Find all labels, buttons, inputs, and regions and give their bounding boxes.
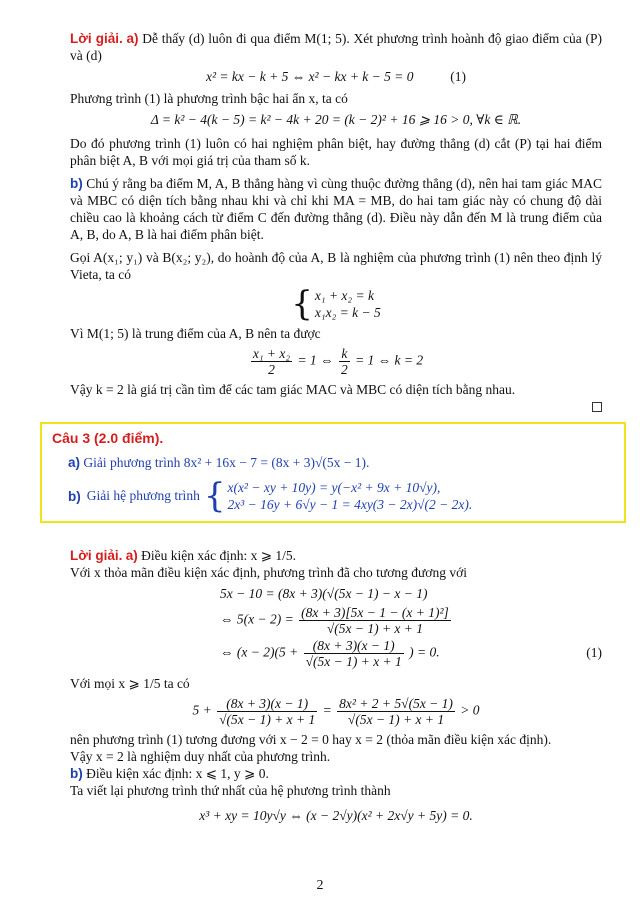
part-a-label: a) [125, 548, 138, 563]
system-line: 2x³ − 16y + 6√y − 1 = 4xy(3 − 2x)√(2 − 2x). [227, 497, 473, 512]
numerator: k [339, 346, 350, 362]
equation-number: (1) [450, 69, 467, 84]
denominator: √(5x − 1) + x + 1 [219, 712, 316, 727]
equation-text: ⇔ 5(x − 2) = [220, 611, 294, 627]
text: nên phương trình (1) tương đương với x − 2 = 0 hay x = 2 (thỏa mãn điều kiện xác định). [70, 732, 552, 747]
equation-2: Δ = k² − 4(k − 5) = k² − 4k + 20 = (k − 2)² + 16 ⩾ 16 > 0, ∀k ∈ ℝ. [150, 112, 522, 127]
denominator: √(5x − 1) + x + 1 [305, 654, 402, 669]
text: Vậy k = 2 là giá trị cần tìm để các tam giác MAC và MBC có diện tích bằng nhau. [70, 382, 516, 397]
numerator: (8x + 3)[5x − 1 − (x + 1)²] [301, 605, 449, 620]
derivation-line [220, 605, 602, 636]
derivation-line [220, 638, 602, 669]
part-b-label: b) [70, 176, 83, 191]
solution-b-paragraph [70, 175, 602, 243]
equation-text: = 1 ⇔ [297, 352, 334, 368]
qed-square-icon [592, 402, 602, 412]
inequality: 5 + $\frac{(8x + 3)(x - 1)}{√(5x - 1) + x + 1}$ = $\frac{\text{8x² + 2 + 5√(5x − 1)}}{√(5x - 1) + x + 1}$ > 0 [192, 696, 480, 727]
part-b-label: b) [70, 766, 83, 781]
equation-text: ⇔ (x − 2)(5 + [220, 644, 299, 660]
derivation [220, 585, 602, 669]
question-3-box [40, 422, 626, 523]
question-title: Câu 3 (2.0 điểm). [52, 430, 164, 446]
text: Dễ thấy (d) luôn đi qua điểm M(1; 5). Xét phương trình hoành độ giao điểm của (P) và (d) [70, 31, 602, 63]
question-a-label: a) [68, 455, 81, 470]
question-b-text: Giải hệ phương trình [86, 488, 200, 503]
numerator: x₁ + x₂ [252, 346, 291, 361]
text: Vì M(1; 5) là trung điểm của A, B nên ta được [70, 326, 321, 341]
derivation-line: 5x − 10 = (8x + 3)(√(5x − 1) − x − 1) [220, 586, 428, 601]
solution-label: Lời giải. [70, 31, 123, 46]
equation-last: x³ + xy = 10y√y ⇔ (x − 2√y)(x² + 2x√y + 5y) = 0. [199, 808, 473, 823]
question-b-label: b) [68, 488, 81, 504]
part-a-label: a) [126, 31, 139, 46]
qed-row [70, 398, 602, 410]
solution-a-paragraph [70, 30, 602, 64]
text: Điều kiện xác định: x ⩾ 1/5. [141, 548, 297, 563]
text: Vậy x = 2 là nghiệm duy nhất của phương trình. [70, 749, 331, 764]
text: Chú ý rằng ba điểm M, A, B thẳng hàng vì cùng thuộc đường thẳng (d), nên hai tam giác MAC và MBC có diện tích bằng nhau khi và chỉ khi MA = MB, do hai tam giác này có chung độ dài chiều cao là khoảng cách từ điểm C đến đường thẳng (d). Điều này dẫn đến M là trung điểm của A, B, do A, B là hai điểm phân biệt. [70, 176, 603, 242]
denominator: 2 [340, 362, 348, 377]
text: Ta viết lại phương trình thứ nhất của hệ phương trình thành [70, 783, 391, 798]
page-content [52, 30, 603, 829]
equation-text: x² = kx − k + 5 ⇔ x² − kx + k − 5 = 0 [205, 69, 414, 84]
equation-text: 5 + [192, 702, 212, 718]
system-line: x₁x₂ = k − 5 [314, 305, 381, 320]
equation-text: = 1 ⇔ k = 2 [355, 352, 424, 368]
vieta-system: { x₁ + x₂ = k x₁x₂ = k − 5 [291, 284, 381, 324]
system-line: x₁ + x₂ = k [314, 288, 374, 303]
equation-number: (1) [586, 645, 602, 660]
equation-text: ) = 0. [409, 644, 440, 660]
text: Gọi A(x₁; y₁) và B(x₂; y₂), do hoành độ của A, B là nghiệm của phương trình (1) nên theo định lý Vieta, ta có [70, 250, 602, 282]
equation-3 [70, 346, 602, 377]
numerator: (8x + 3)(x − 1) [217, 696, 317, 712]
text: Do đó phương trình (1) luôn có hai nghiệm phân biệt, hay đường thẳng (d) cắt (P) tại hai điểm phân biệt A, B với mọi giá trị của tham số k. [70, 136, 602, 168]
page-number: 2 [316, 878, 324, 893]
numerator: (8x + 3)(x − 1) [304, 638, 404, 654]
question-a-text: Giải phương trình 8x² + 16x − 7 = (8x + 3)√(5x − 1). [83, 455, 370, 470]
equation-1 [70, 68, 602, 86]
text: Điều kiện xác định: x ⩽ 1, y ⩾ 0. [86, 766, 269, 781]
solution-label: Lời giải. [70, 548, 123, 563]
solution3-b-paragraph [70, 765, 602, 782]
solution3-a-paragraph [70, 547, 602, 564]
system-line: x(x² − xy + 10y) = y(−x² + 9x + 10√y), [227, 480, 441, 495]
text: Với x thỏa mãn điều kiện xác định, phương trình đã cho tương đương với [70, 565, 467, 580]
text: Phương trình (1) là phương trình bậc hai ẩn x, ta có [70, 91, 348, 106]
text: Với mọi x ⩾ 1/5 ta có [70, 676, 190, 691]
denominator: √(5x − 1) + x + 1 [326, 621, 424, 636]
numerator: 8x² + 2 + 5√(5x − 1) [339, 696, 453, 711]
question-b: b) Giải hệ phương trình { x(x² − xy + 10y) = y(−x² + 9x + 10√y), 2x³ − 16y + 6√y − 1 = 4xy(3 − 2x)√(2 − 2x). [68, 476, 473, 516]
denominator: √(5x − 1) + x + 1 [347, 712, 445, 727]
question-a [52, 454, 614, 471]
denominator: 2 [268, 362, 275, 377]
equation-text: > 0 [460, 702, 480, 718]
